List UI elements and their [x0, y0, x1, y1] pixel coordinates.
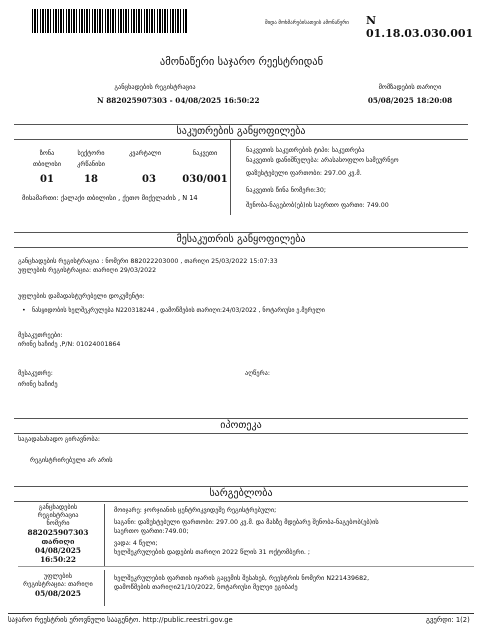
- sector-label: სექტორი: [77, 150, 105, 157]
- parcel-area: დაზუსტებული ფართობი: 297.00 კვ.მ.: [246, 170, 362, 177]
- property-section-title: საკუთრების განყოფილება: [14, 124, 468, 140]
- easement-section-title: სარგებლობა: [14, 486, 468, 502]
- easement-reg-date: თარიღი 04/08/2025: [35, 537, 81, 555]
- easement-divider-2: [104, 570, 105, 606]
- mortgage-section-title: იპოთეკა: [14, 418, 468, 434]
- easement-basis-line-2: დამოწმების თარიღი21/10/2022, ნოტარიუსი მელეი ეგიბაძე: [114, 584, 298, 591]
- parcel-purpose: ნაკვეთის დანიშნულება: არასასოფლო სამეურნეო: [246, 157, 399, 164]
- zone-value: 01: [40, 174, 54, 185]
- mortgage-value: რეგისტრირებული არ არის: [30, 457, 113, 464]
- owners-label: მესაკუთრეები:: [18, 332, 63, 339]
- parcel-previous-number: ნაკვეთის წინა ნომერი:30;: [246, 187, 326, 194]
- zone-sub: თბილისი: [32, 161, 62, 168]
- basis-bullet: •: [22, 307, 26, 314]
- easement-divider-1: [104, 504, 105, 566]
- easement-detail-3: საერთო ფართი:749.00;: [114, 528, 189, 535]
- easement-basis-line-1: ხელშეკრულების ფართის იჯარის გაცემის შესახებ, რეესტრის ნომერი N221439682,: [114, 575, 370, 582]
- building-area: შენობა-ნაგებობ(ებ)ის საერთო ფართი: 749.00: [246, 202, 389, 209]
- ownership-reg-line: განცხადების რეგისტრაცია : ნომერი 882022203000 , თარიღი 25/03/2022 15:07:33: [18, 258, 278, 265]
- ownership-right-reg: უფლების რეგისტრაცია: თარიღი 29/03/2022: [18, 267, 157, 274]
- easement-details: [114, 506, 474, 557]
- page-title: ამონაწერი საჯარო რეესტრიდან: [159, 56, 324, 68]
- easement-reg-number: 882025907303: [27, 528, 89, 537]
- quarter-value: 03: [142, 174, 156, 185]
- easement-detail-5: ხელშეკრულების დადების თარიღი 2022 წლის 31 ოქტომბერი. ;: [114, 549, 311, 556]
- zone-label: ზონა: [39, 150, 55, 157]
- quarter-label: კვარტალი: [129, 150, 161, 157]
- sector-value: 18: [84, 174, 98, 185]
- easement-reg-line-2: რეგისტრაცია: [37, 512, 79, 519]
- easement-right-reg-line-2: რეგისტრაცია: თარიღი: [23, 581, 93, 588]
- footer-text: საჯარო რეესტრის ეროვნული სააგენტო. http://public.reestri.gov.ge: [8, 616, 233, 624]
- reg-label: განცხადების რეგისტრაცია: [114, 84, 196, 91]
- reg-value: N 882025907303 - 04/08/2025 16:50:22: [97, 96, 260, 105]
- prep-label: მომზადების თარიღი: [378, 84, 442, 91]
- basis-item: ნასყიდობის ხელშეკრულება N220318244 , დამოწმების თარიღი:24/03/2022 , ნოტარიუსი ე.მერელი: [32, 307, 325, 314]
- share-label: აღწერა:: [245, 370, 270, 377]
- property-divider: [230, 140, 231, 215]
- easement-detail-4: ვადა: 4 წელი;: [114, 540, 158, 547]
- parcel-value: 030/001: [182, 174, 228, 185]
- owner-desc-label: მესაკუთრე:: [18, 370, 53, 377]
- prep-value: 05/08/2025 18:20:08: [367, 96, 453, 105]
- page-number: გვერდი: 1(2): [426, 616, 470, 624]
- easement-right-reg-date: 05/08/2025: [35, 589, 81, 598]
- easement-reg-block: [18, 504, 98, 564]
- doc-type-label: შიდა მოხმარებისათვის ამონაწერი: [265, 20, 349, 26]
- parcel-ownership-type: ნაკვეთის საკუთრების ტიპი: საკუთრება: [246, 147, 365, 154]
- address: მისამართი: ქალაქი თბილისი , ქეთო მიქელაძის , N 14: [22, 194, 198, 202]
- easement-reg-time: 16:50:22: [40, 555, 76, 564]
- easement-reg-line-1: განცხადების: [38, 504, 78, 511]
- easement-right-reg-line-1: უფლების: [43, 573, 73, 580]
- easement-basis: [114, 574, 474, 592]
- footer-rule: [8, 613, 474, 614]
- mortgage-label: საგადასახადო გირავნობა:: [18, 436, 100, 443]
- ownership-section-title: მესაკუთრის განყოფილება: [14, 232, 468, 248]
- easement-right-reg-block: [18, 573, 98, 598]
- barcode: [32, 9, 188, 33]
- doc-code: N 01.18.03.030.001: [366, 14, 474, 40]
- easement-detail-1: მოიჯარე: ჯორჯიანის ცენტრიკვიდეშე რეგისტრებული;: [114, 507, 277, 514]
- sector-sub: კრწანისი: [77, 161, 105, 168]
- owner-desc-value: ირინე ხაჩიძე: [18, 381, 58, 388]
- easement-reg-line-3: ნომერი: [46, 520, 70, 527]
- easement-detail-2: საგანი: დაზუსტებული ფართობი: 297.00 კვ.მ. და მასზე მდებარე შენობა-ნაგებობ(ებ)ის: [114, 519, 379, 526]
- easement-row-divider: [18, 566, 474, 567]
- owners-value: ირინე ხაჩიძე ,P/N: 01024001864: [18, 341, 121, 348]
- basis-label: უფლების დამადასტურებელი დოკუმენტი:: [18, 293, 145, 300]
- parcel-label: ნაკვეთი: [192, 150, 218, 157]
